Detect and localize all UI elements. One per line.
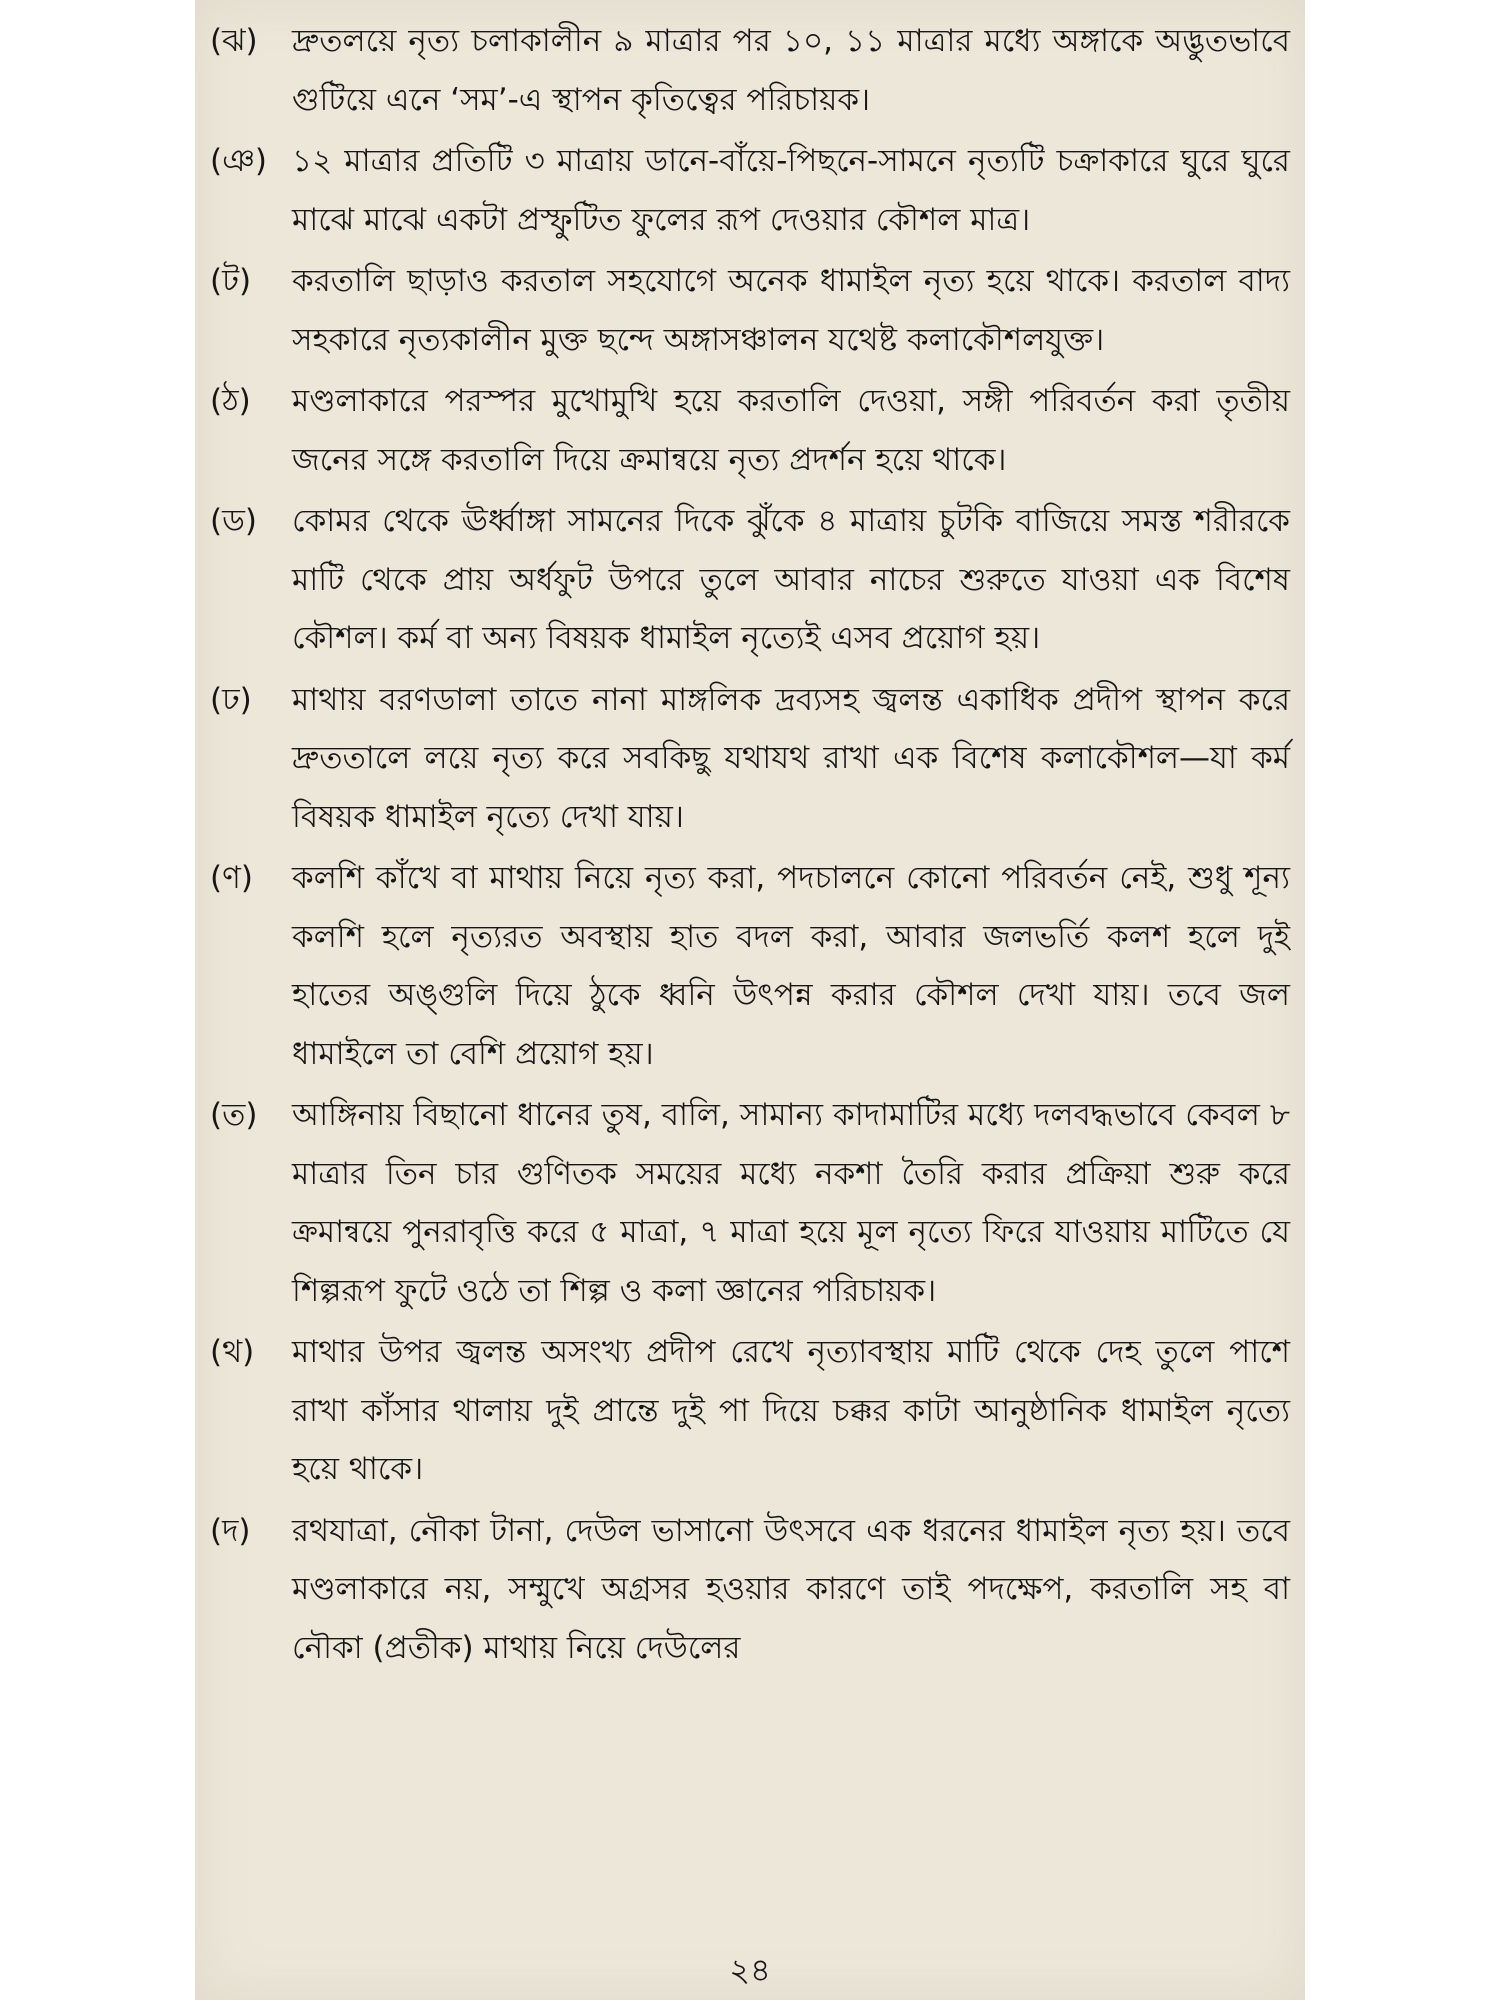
item-text: মাথায় বরণডালা তাতে নানা মাঙ্গলিক দ্রব্যসহ জ্বলন্ত একাধিক প্রদীপ স্থাপন করে দ্রুততালে লয়ে নৃত্য করে সবকিছু যথাযথ রাখা এক বিশেষ কলাকৌশল—যা কর্ম বিষয়ক ধামাইল নৃত্যে দেখা যায়। <box>292 681 1290 835</box>
list-item <box>210 252 1290 369</box>
page-content <box>210 12 1290 1680</box>
page-number: ২৪ <box>729 1951 771 1989</box>
item-text: মণ্ডলাকারে পরস্পর মুখোমুখি হয়ে করতালি দেওয়া, সঙ্গী পরিবর্তন করা তৃতীয় জনের সঙ্গে করতালি দিয়ে ক্রমান্বয়ে নৃত্য প্রদর্শন হয়ে থাকে। <box>292 383 1290 478</box>
item-text: আঙ্গিনায় বিছানো ধানের তুষ, বালি, সামান্য কাদামাটির মধ্যে দলবদ্ধভাবে কেবল ৮ মাত্রার তিন চার গুণিতক সময়ের মধ্যে নকশা তৈরি করার প্রক্রিয়া শুরু করে ক্রমান্বয়ে পুনরাবৃত্তি করে ৫ মাত্রা, ৭ মাত্রা হয়ে মূল নৃত্যে ফিরে যাওয়ায় মাটিতে যে শিল্পরূপ ফুটে ওঠে তা শিল্প ও কলা জ্ঞানের পরিচায়ক। <box>292 1097 1290 1309</box>
item-label: (ঝ) <box>210 23 258 59</box>
list-item <box>210 1502 1290 1678</box>
item-text: ১২ মাত্রার প্রতিটি ৩ মাত্রায় ডানে-বাঁয়ে-পিছনে-সামনে নৃত্যটি চক্রাকারে ঘুরে ঘুরে মাঝে মাঝে একটা প্রস্ফুটিত ফুলের রূপ দেওয়ার কৌশল মাত্র। <box>292 143 1290 238</box>
item-text: রথযাত্রা, নৌকা টানা, দেউল ভাসানো উৎসবে এক ধরনের ধামাইল নৃত্য হয়। তবে মণ্ডলাকারে নয়, সম্মুখে অগ্রসর হওয়ার কারণে তাই পদক্ষেপ, করতালি সহ বা নৌকা (প্রতীক) মাথায় নিয়ে দেউলের <box>292 1512 1290 1666</box>
item-label: (দ) <box>210 1512 251 1549</box>
item-label: (ট) <box>210 263 252 299</box>
item-label: (ঠ) <box>210 383 251 419</box>
item-text: কোমর থেকে ঊর্ধ্বাঙ্গা সামনের দিকে ঝুঁকে ৪ মাত্রায় চুটকি বাজিয়ে সমস্ত শরীরকে মাটি থেকে প্রায় অর্ধফুট উপরে তুলে আবার নাচের শুরুতে যাওয়া এক বিশেষ কৌশল। কর্ম বা অন্য বিষয়ক ধামাইল নৃত্যেই এসব প্রয়োগ হয়। <box>292 503 1290 656</box>
list-item <box>210 132 1290 249</box>
item-text: দ্রুতলয়ে নৃত্য চলাকালীন ৯ মাত্রার পর ১০, ১১ মাত্রার মধ্যে অঙ্গাকে অদ্ভুতভাবে গুটিয়ে এনে ‘সম’-এ স্থাপন কৃতিত্বের পরিচায়ক। <box>292 23 1290 118</box>
item-text: কলশি কাঁখে বা মাথায় নিয়ে নৃত্য করা, পদচালনে কোনো পরিবর্তন নেই, শুধু শূন্য কলশি হলে নৃত্যরত অবস্থায় হাত বদল করা, আবার জলভর্তি কলশ হলে দুই হাতের অঙ্গুলি দিয়ে ঠুকে ধ্বনি উৎপন্ন করার কৌশল দেখা যায়। তবে জল ধামাইলে তা বেশি প্রয়োগ হয়। <box>292 860 1290 1072</box>
item-label: (ত) <box>210 1097 258 1133</box>
list-item <box>210 1086 1290 1320</box>
list-item <box>210 1323 1290 1499</box>
list-item <box>210 671 1290 847</box>
item-label: (ঢ) <box>210 681 252 718</box>
item-label: (ণ) <box>210 860 253 896</box>
item-label: (ঞ) <box>210 143 267 179</box>
item-label: (থ) <box>210 1334 255 1370</box>
list-item <box>210 12 1290 129</box>
list-item <box>210 849 1290 1083</box>
list-item <box>210 492 1290 668</box>
item-label: (ড) <box>210 503 258 539</box>
item-text: মাথার উপর জ্বলন্ত অসংখ্য প্রদীপ রেখে নৃত্যাবস্থায় মাটি থেকে দেহ তুলে পাশে রাখা কাঁসার থালায় দুই প্রান্তে দুই পা দিয়ে চক্কর কাটা আনুষ্ঠানিক ধামাইল নৃত্যে হয়ে থাকে। <box>292 1334 1290 1487</box>
item-text: করতালি ছাড়াও করতাল সহযোগে অনেক ধামাইল নৃত্য হয়ে থাকে। করতাল বাদ্য সহকারে নৃত্যকালীন মুক্ত ছন্দে অঙ্গাসঞ্চালন যথেষ্ট কলাকৌশলযুক্ত। <box>292 263 1290 358</box>
list-item <box>210 372 1290 489</box>
